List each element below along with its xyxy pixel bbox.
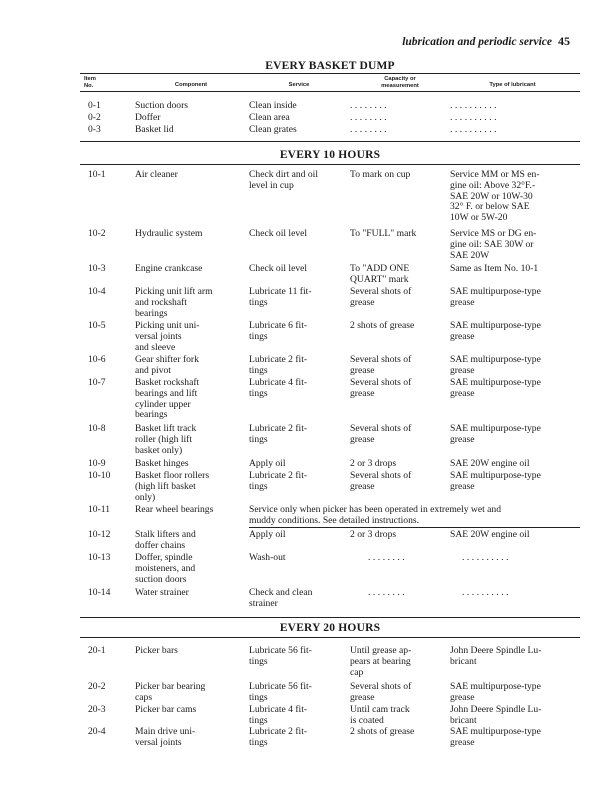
capacity: Several shots of grease (350, 423, 412, 445)
component: Rear wheel bearings (135, 504, 214, 515)
service: Clean inside (249, 100, 297, 111)
service: Lubricate 6 fit- tings (249, 320, 308, 342)
component: Stalk lifters and doffer chains (135, 529, 196, 551)
capacity-dots: ........ (350, 100, 390, 111)
col-lubricant: Type of lubricant (489, 82, 536, 88)
service: Lubricate 4 fit- tings (249, 704, 308, 726)
component: Basket lift track roller (high lift basket only) (135, 423, 197, 456)
service: Lubricate 4 fit- tings (249, 377, 308, 399)
item-no: 10-13 (88, 552, 111, 563)
running-header (402, 34, 570, 49)
capacity: To mark on cup (350, 169, 411, 180)
capacity-dots: ........ (350, 124, 390, 135)
capacity: Several shots of grease (350, 354, 412, 376)
rule-section (80, 164, 580, 165)
item-no: 10-9 (88, 458, 106, 469)
item-no: 10-7 (88, 377, 106, 388)
lubricant: SAE 20W engine oil (450, 529, 530, 540)
service: Lubricate 2 fit- tings (249, 470, 308, 492)
component: Basket lid (135, 124, 174, 135)
component: Basket hinges (135, 458, 189, 469)
lubricant: SAE multipurpose-type grease (450, 354, 541, 376)
component: Picker bars (135, 645, 178, 656)
service: Lubricate 56 fit- tings (249, 645, 312, 667)
capacity-dots: ........ (368, 552, 408, 563)
capacity: To "ADD ONE QUART" mark (350, 263, 410, 285)
item-no: 10-3 (88, 263, 106, 274)
item-no: 0-1 (88, 100, 101, 111)
service: Wash-out (249, 552, 286, 563)
capacity: Several shots of grease (350, 286, 412, 308)
item-no: 20-4 (88, 726, 106, 737)
service: Apply oil (249, 529, 286, 540)
item-no: 0-3 (88, 124, 101, 135)
component: Picker bar cams (135, 704, 197, 715)
component: Picker bar bearing caps (135, 681, 206, 703)
lubricant: John Deere Spindle Lu- bricant (450, 645, 542, 667)
item-no: 20-3 (88, 704, 106, 715)
service: Check oil level (249, 228, 308, 239)
service: Lubricate 2 fit- tings (249, 354, 308, 376)
item-no: 10-14 (88, 587, 111, 598)
capacity: 2 or 3 drops (350, 458, 397, 469)
lubricant: SAE multipurpose-type grease (450, 423, 541, 445)
component: Doffer, spindle moisteners, and suction doors (135, 552, 196, 585)
capacity: 2 or 3 drops (350, 529, 397, 540)
component: Hydraulic system (135, 228, 203, 239)
component: Water strainer (135, 587, 189, 598)
col-service: Service (288, 82, 310, 88)
service: Lubricate 2 fit- tings (249, 726, 308, 748)
lubricant: Service MM or MS en- gine oil: Above 32°F.- SAE 20W or 10W-30 32° F. or below SAE 10W or 5W-20 (450, 169, 540, 224)
col-component: Component (174, 82, 208, 88)
capacity: To "FULL" mark (350, 228, 417, 239)
running-title: lubrication and periodic service (402, 36, 552, 48)
lubricant-dots: .......... (462, 587, 511, 598)
lubricant: SAE multipurpose-type grease (450, 470, 541, 492)
capacity: Several shots of grease (350, 470, 412, 492)
page-number: 45 (558, 34, 570, 48)
item-no: 0-2 (88, 112, 101, 123)
component: Gear shifter fork and pivot (135, 354, 199, 376)
component: Picking unit lift arm and rockshaft bearings (135, 286, 213, 319)
service: Check dirt and oil level in cup (249, 169, 319, 191)
service-note: Service only when picker has been operated in extremely wet and muddy conditions. See detailed instructions. (249, 504, 502, 526)
capacity-dots: ........ (368, 587, 408, 598)
component: Air cleaner (135, 169, 178, 180)
service: Clean area (249, 112, 290, 123)
lubricant-dots: .......... (450, 100, 499, 111)
lubricant-dots: .......... (462, 552, 511, 563)
service: Clean grates (249, 124, 297, 135)
component: Picking unit uni- versal joints and sleeve (135, 320, 200, 353)
item-no: 10-12 (88, 529, 111, 540)
rule-header (80, 91, 580, 92)
lubricant: John Deere Spindle Lu- bricant (450, 704, 542, 726)
item-no: 20-1 (88, 645, 106, 656)
capacity: Until cam track is coated (350, 704, 410, 726)
service: Apply oil (249, 458, 286, 469)
lubricant: Service MS or DG en- gine oil: SAE 30W or SAE 20W (450, 228, 537, 261)
section-title-20-hours: EVERY 20 HOURS (279, 622, 381, 634)
lubricant: SAE multipurpose-type grease (450, 726, 541, 748)
capacity: 2 shots of grease (350, 320, 415, 331)
item-no: 10-5 (88, 320, 106, 331)
capacity-dots: ........ (350, 112, 390, 123)
section-title-basket-dump: EVERY BASKET DUMP (265, 60, 395, 72)
rule-section (80, 141, 580, 142)
component: Doffer (135, 112, 161, 123)
capacity: 2 shots of grease (350, 726, 415, 737)
item-no: 20-2 (88, 681, 106, 692)
component: Engine crankcase (135, 263, 203, 274)
component: Suction doors (135, 100, 189, 111)
capacity: Several shots of grease (350, 681, 412, 703)
item-no: 10-10 (88, 470, 111, 481)
lubricant: SAE multipurpose-type grease (450, 320, 541, 342)
col-item-no: Item No. (84, 76, 96, 89)
item-no: 10-4 (88, 286, 106, 297)
lubricant: SAE multipurpose-type grease (450, 377, 541, 399)
rule-section (80, 637, 580, 638)
service: Check and clean strainer (249, 587, 313, 609)
item-no: 10-6 (88, 354, 106, 365)
lubricant: SAE multipurpose-type grease (450, 681, 541, 703)
service: Lubricate 2 fit- tings (249, 423, 308, 445)
item-no: 10-1 (88, 169, 106, 180)
component: Basket rockshaft bearings and lift cylinder upper bearings (135, 377, 200, 421)
lubricant-dots: .......... (450, 124, 499, 135)
rule-top (80, 73, 580, 74)
service: Lubricate 11 fit- tings (249, 286, 312, 308)
service: Check oil level (249, 263, 308, 274)
lubricant-dots: .......... (450, 112, 499, 123)
lubricant: Same as Item No. 10-1 (450, 263, 539, 274)
lubricant: SAE 20W engine oil (450, 458, 530, 469)
note-underline (249, 527, 580, 528)
col-capacity: Capacity or measurement (381, 76, 419, 89)
item-no: 10-2 (88, 228, 106, 239)
component: Main drive uni- versal joints (135, 726, 196, 748)
item-no: 10-11 (88, 504, 111, 515)
capacity: Several shots of grease (350, 377, 412, 399)
service: Lubricate 56 fit- tings (249, 681, 312, 703)
item-no: 10-8 (88, 423, 106, 434)
component: Basket floor rollers (high lift basket only) (135, 470, 210, 503)
section-title-10-hours: EVERY 10 HOURS (279, 149, 381, 161)
lubricant: SAE multipurpose-type grease (450, 286, 541, 308)
rule-section (80, 617, 580, 618)
capacity: Until grease ap- pears at bearing cap (350, 645, 412, 678)
